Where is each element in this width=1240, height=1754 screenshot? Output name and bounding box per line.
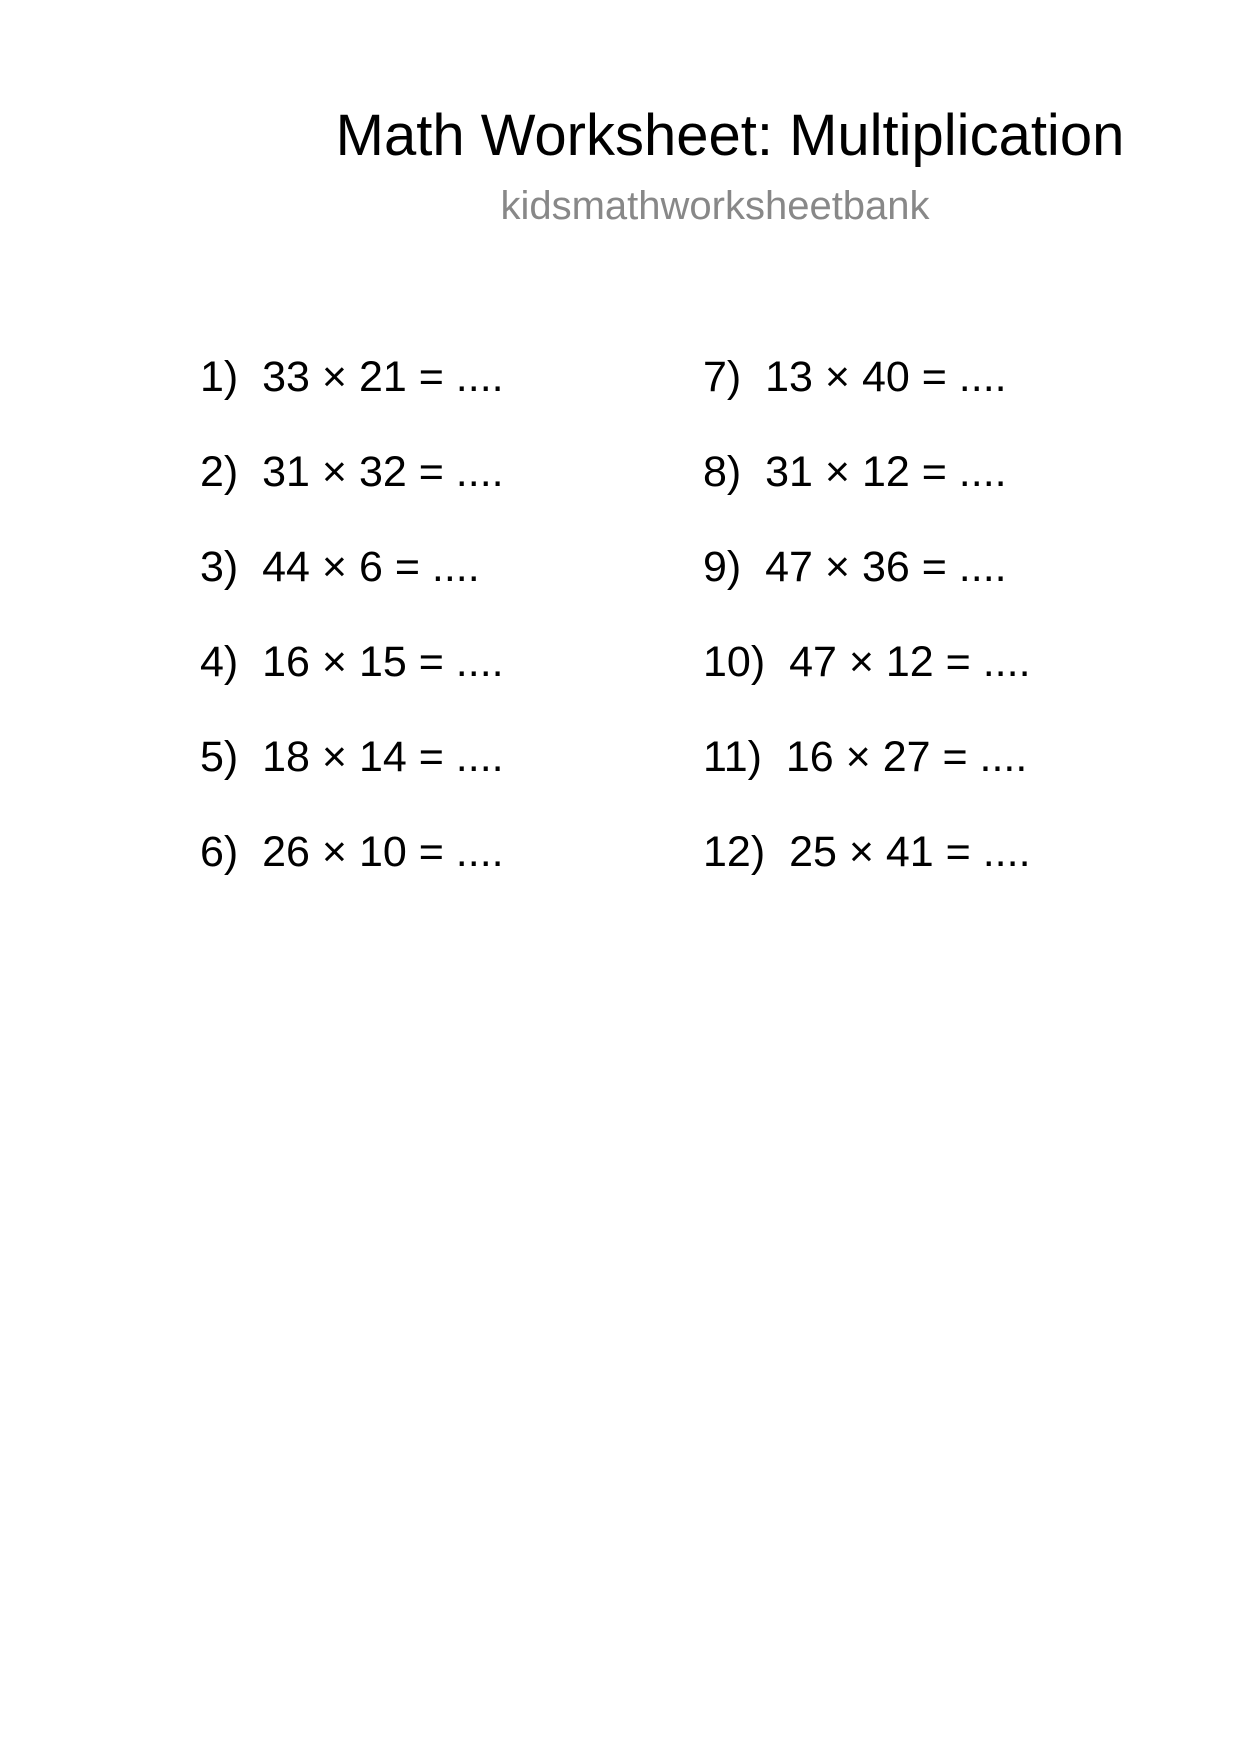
page-subtitle: kidsmathworksheetbank — [500, 184, 930, 228]
problem-item — [703, 827, 1031, 922]
problem-expression: 47 × 36 = .... — [765, 543, 1007, 591]
problem-item — [703, 637, 1031, 732]
problem-column-right — [703, 352, 1031, 922]
problem-number: 8) — [703, 448, 742, 496]
problem-expression: 26 × 10 = .... — [262, 828, 504, 876]
problem-expression: 13 × 40 = .... — [765, 353, 1007, 401]
problem-item — [200, 542, 504, 637]
problem-number: 9) — [703, 543, 742, 591]
problem-item — [703, 447, 1031, 542]
problem-item — [703, 732, 1031, 827]
problem-number: 1) — [200, 353, 239, 401]
problem-item — [200, 637, 504, 732]
problem-expression: 47 × 12 = .... — [789, 638, 1031, 686]
problem-number: 11) — [703, 733, 762, 781]
problem-item — [703, 352, 1031, 447]
problem-number: 6) — [200, 828, 239, 876]
problem-expression: 25 × 41 = .... — [789, 828, 1031, 876]
problem-expression: 31 × 32 = .... — [262, 448, 504, 496]
problem-expression: 31 × 12 = .... — [765, 448, 1007, 496]
problem-item — [703, 542, 1031, 637]
problem-column-left — [200, 352, 504, 922]
problem-expression: 44 × 6 = .... — [262, 543, 480, 591]
problem-expression: 33 × 21 = .... — [262, 353, 504, 401]
problem-number: 2) — [200, 448, 239, 496]
problem-number: 12) — [703, 828, 766, 876]
problem-number: 10) — [703, 638, 766, 686]
problem-item — [200, 732, 504, 827]
problem-expression: 16 × 15 = .... — [262, 638, 504, 686]
problem-item — [200, 352, 504, 447]
problem-number: 4) — [200, 638, 239, 686]
problem-number: 5) — [200, 733, 239, 781]
page-title: Math Worksheet: Multiplication — [335, 103, 1125, 168]
problem-number: 3) — [200, 543, 239, 591]
problem-item — [200, 827, 504, 922]
problem-number: 7) — [703, 353, 742, 401]
problem-expression: 16 × 27 = .... — [785, 733, 1028, 781]
problem-expression: 18 × 14 = .... — [262, 733, 504, 781]
problem-item — [200, 447, 504, 542]
